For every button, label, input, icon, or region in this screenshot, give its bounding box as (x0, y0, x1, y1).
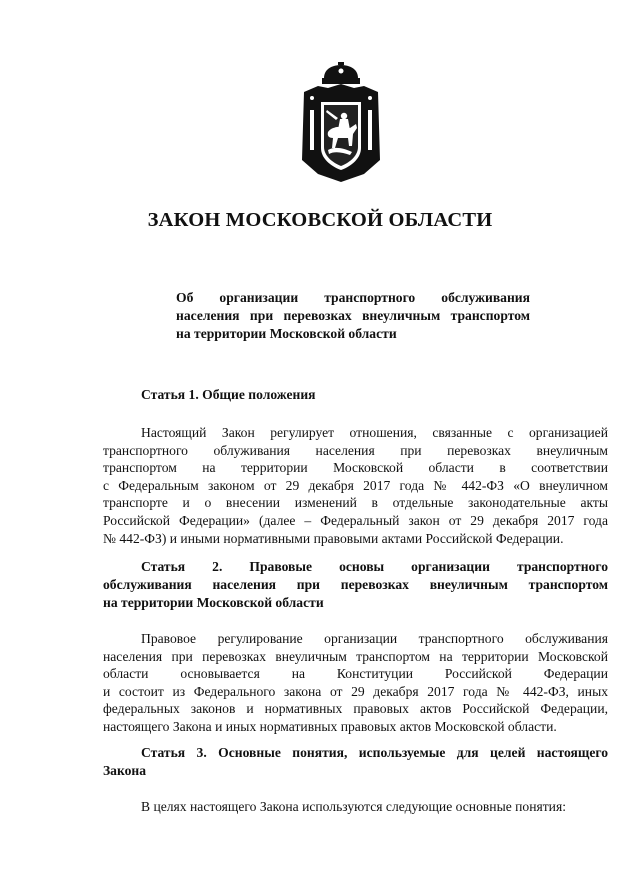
text-line: транспортного облуживания населения при перевозках внеуличным (103, 442, 608, 458)
text-line: населения при перевозках внеуличным транспортом на территории Московской (103, 648, 608, 664)
article-1-text (103, 424, 608, 547)
heading-line: обслуживания населения при перевозках внеуличным транспортом (103, 577, 608, 592)
heading-line: Статья 2. Правовые основы организации транспортного (141, 559, 608, 574)
text-line: Правовое регулирование организации транспортного обслуживания (141, 631, 608, 646)
heading-line: Закона (103, 763, 147, 778)
subtitle-line: населения при перевозках внеуличным транспортом (176, 308, 530, 323)
text-line: Российской Федерации» (далее – Федеральный закон от 29 декабря 2017 года (103, 512, 608, 528)
text-line: Настоящий Закон регулирует отношения, связанные с организацией (141, 425, 608, 440)
subtitle-line: Об организации транспортного обслуживания (176, 290, 530, 305)
moscow-oblast-coat-of-arms-icon (298, 62, 384, 186)
text-line: настоящего Закона и иных нормативных правовых актов Московской области. (103, 718, 557, 734)
law-subtitle (176, 289, 530, 343)
text-line: № 442-ФЗ) и иными нормативными правовыми актами Российской Федерации. (103, 530, 564, 546)
heading-line: Статья 3. Основные понятия, используемые для целей настоящего (141, 745, 608, 760)
text-line: федеральных законов и нормативных правовых актов Российской Федерации, (103, 701, 608, 717)
text-line: и состоит из Федерального закона от 29 декабря 2017 года № 442-ФЗ, иных (103, 683, 608, 699)
document-title: ЗАКОН МОСКОВСКОЙ ОБЛАСТИ (147, 209, 493, 231)
heading-line: на территории Московской области (103, 595, 324, 610)
text-line: с Федеральным законом от 29 декабря 2017 года № 442-ФЗ «О внеуличном (103, 477, 608, 493)
text-line: В целях настоящего Закона используются следующие основные понятия: (141, 799, 566, 814)
text-line: транспортом на территории Московской области в соответствии (103, 460, 608, 476)
article-1-heading: Статья 1. Общие положения (141, 387, 316, 402)
article-3-heading (103, 744, 608, 780)
text-line: области основывается на Конституции Российской Федерации (103, 666, 608, 682)
article-3-text (103, 798, 608, 816)
article-2-heading (103, 558, 608, 612)
article-2-text (103, 630, 608, 736)
subtitle-line: на территории Московской области (176, 326, 397, 341)
text-line: транспорте и о внесении изменений в отдельные законодательные акты (103, 495, 608, 511)
